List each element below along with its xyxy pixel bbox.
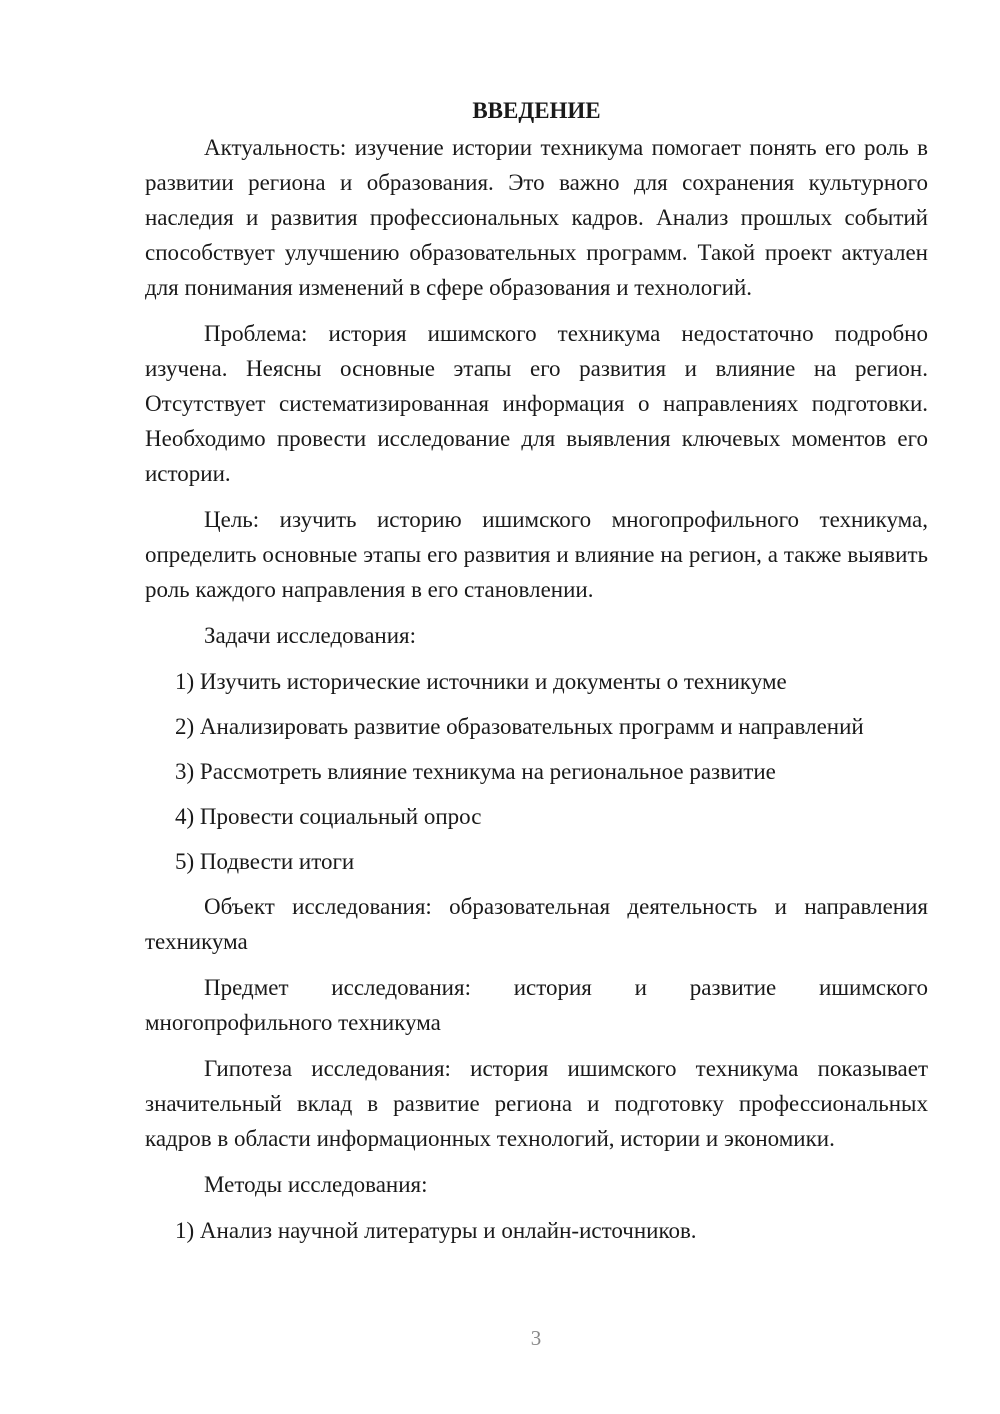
relevance-paragraph: Актуальность: изучение истории техникума помогает понять его роль в развитии региона и образования. Это важно для сохранения культурного наследия и развития профессиональных кадров. Анализ прошлых событий способствует улучшению образовательных программ. Такой проект актуален для понимания изменений в сфере образования и технологий. bbox=[145, 135, 928, 300]
page-number: 3 bbox=[530, 1326, 542, 1350]
object-paragraph: Объект исследования: образовательная деятельность и направления техникума bbox=[145, 894, 928, 954]
task-item-4: 4) Провести социальный опрос bbox=[175, 804, 482, 829]
task-item-1: 1) Изучить исторические источники и документы о техникуме bbox=[175, 669, 787, 694]
task-item-5: 5) Подвести итоги bbox=[175, 849, 355, 874]
task-item-2: 2) Анализировать развитие образовательных программ и направлений bbox=[175, 714, 864, 739]
subject-paragraph: Предмет исследования: история и развитие ишимского многопрофильного техникума bbox=[145, 975, 928, 1035]
methods-heading: Методы исследования: bbox=[204, 1172, 428, 1197]
goal-paragraph: Цель: изучить историю ишимского многопрофильного техникума, определить основные этапы его развития и влияние на регион, а также выявить роль каждого направления в его становлении. bbox=[145, 507, 928, 602]
task-item-3: 3) Рассмотреть влияние техникума на региональное развитие bbox=[175, 759, 776, 784]
method-item-1: 1) Анализ научной литературы и онлайн-источников. bbox=[175, 1218, 697, 1243]
problem-paragraph: Проблема: история ишимского техникума недостаточно подробно изучена. Неясны основные этапы его развития и влияние на регион. Отсутствует систематизированная информация о направлениях подготовки. Необходимо провести исследование для выявления ключевых моментов его истории. bbox=[145, 321, 928, 486]
tasks-heading: Задачи исследования: bbox=[204, 623, 417, 648]
section-title: ВВЕДЕНИЕ bbox=[472, 98, 601, 123]
document-body bbox=[145, 93, 928, 1258]
hypothesis-paragraph: Гипотеза исследования: история ишимского техникума показывает значительный вклад в развитие региона и подготовку профессиональных кадров в области информационных технологий, истории и экономики. bbox=[145, 1056, 928, 1151]
